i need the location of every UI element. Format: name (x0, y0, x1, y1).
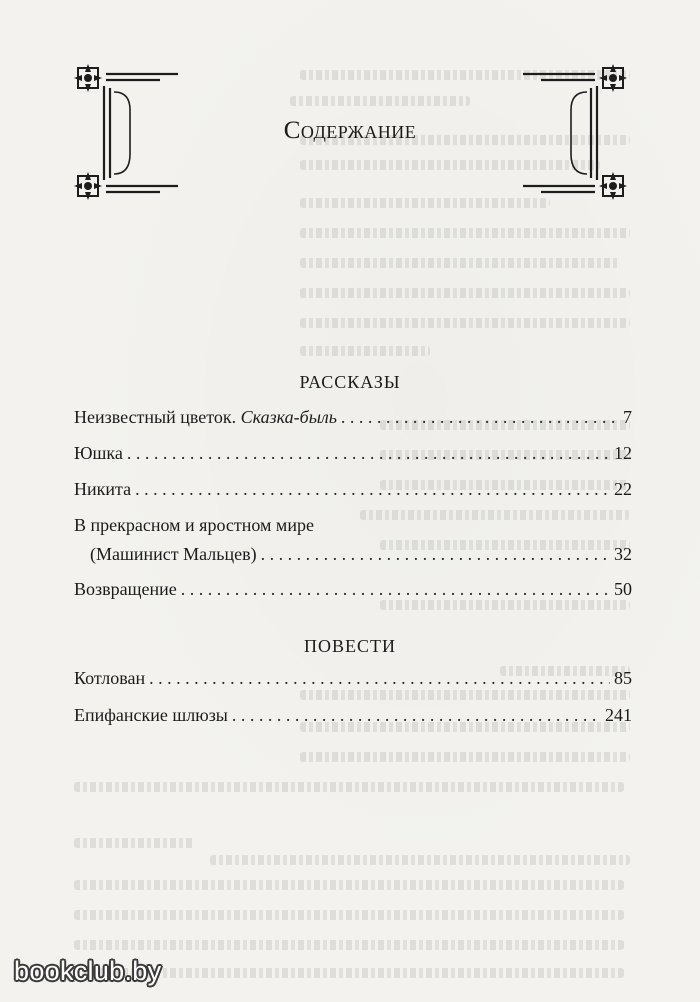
toc-entry-title-continued: (Машинист Мальцев) (90, 544, 257, 564)
leader-dots (149, 667, 610, 689)
toc-entry[interactable] (74, 442, 632, 464)
toc-entry[interactable] (74, 667, 632, 689)
toc-entry-title: Котлован (74, 668, 146, 688)
leader-dots (181, 578, 610, 600)
toc-entry-title: Епифанские шлюзы (74, 705, 228, 725)
toc-entry[interactable] (74, 478, 632, 500)
leader-dots (341, 406, 619, 428)
toc-entry[interactable] (74, 704, 632, 726)
toc-entry-page: 22 (614, 479, 632, 499)
leader-dots (232, 704, 601, 726)
toc-entry-page: 12 (614, 443, 632, 463)
leader-dots (127, 442, 610, 464)
toc-entry-page: 85 (614, 668, 632, 688)
toc-entry-title[interactable]: В прекрасном и яростном мире (74, 515, 314, 535)
toc-entry-subtitle: Сказка-быль (240, 407, 337, 427)
toc-entry[interactable] (90, 543, 632, 565)
page-title: Содержание (283, 117, 417, 144)
leader-dots (135, 478, 610, 500)
toc-entry-page: 32 (614, 544, 632, 564)
site-watermark: bookclub.by (14, 956, 162, 986)
toc-entry-title: Юшка (74, 443, 123, 463)
toc-entry-page: 241 (605, 705, 632, 725)
toc-entry-page: 50 (614, 579, 632, 599)
section-title-stories: РАССКАЗЫ (299, 372, 401, 392)
toc-entry[interactable] (74, 406, 632, 428)
toc-entry-title: Никита (74, 479, 132, 499)
toc-entry-page: 7 (623, 407, 632, 427)
section-title-novellas: ПОВЕСТИ (304, 636, 396, 656)
toc-entry-title: Неизвестный цветок. Сказка-быль (74, 407, 337, 427)
toc-entry-title: Возвращение (74, 579, 177, 599)
leader-dots (261, 543, 610, 565)
toc-entry[interactable] (74, 578, 632, 600)
